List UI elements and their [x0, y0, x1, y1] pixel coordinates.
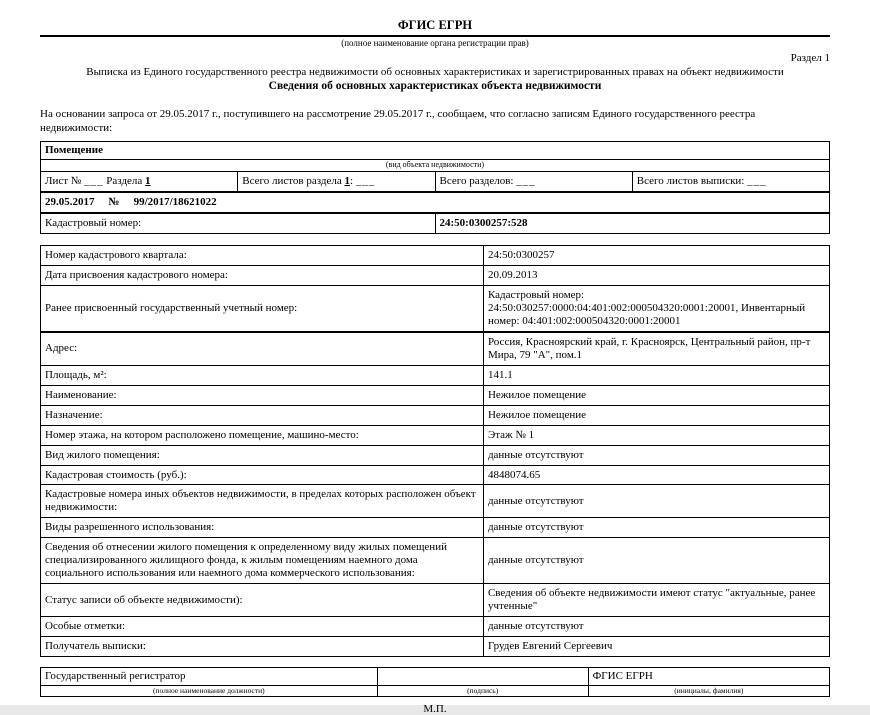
registrar-name-value: ФГИС ЕГРН: [588, 668, 829, 686]
document-date-row: [41, 192, 830, 213]
sheet-blank: ___: [84, 174, 104, 187]
sheet-section-num: 1: [145, 174, 151, 187]
sheet-section-label: Раздела: [106, 174, 143, 187]
row-value: Россия, Красноярский край, г. Красноярск, Центральный район, пр-т Мира, 79 "А", пом.1: [483, 332, 829, 365]
row-value: данные отсутствуют: [483, 518, 829, 538]
extract-subtitle: Сведения об основных характеристиках объекта недвижимости: [268, 80, 602, 92]
row-value: Этаж № 1: [483, 425, 829, 445]
sheets-total-label: Всего листов раздела: [242, 174, 342, 187]
extract-title: Выписка из Единого государственного реестра недвижимости об основных характеристиках и зарегистрированных правах на объект недвижимости: [86, 66, 784, 78]
row-label: Наименование:: [41, 385, 484, 405]
table-row: [41, 332, 830, 365]
table-row: [41, 445, 830, 465]
row-value: данные отсутствуют: [483, 538, 829, 584]
table-row: [41, 465, 830, 485]
object-type-caption-row: [41, 159, 830, 171]
row-label: Кадастровые номера иных объектов недвижимости, в пределах которых расположен объект недвижимости:: [41, 485, 484, 518]
row-label: Номер этажа, на котором расположено помещение, машино-место:: [41, 425, 484, 445]
row-value: Сведения об объекте недвижимости имеют статус "актуальные, ранее учтенные": [483, 584, 829, 617]
row-value: 24:50:0300257: [483, 245, 829, 265]
sheets-total-num: 1: [344, 174, 350, 187]
footer-table: [40, 667, 830, 697]
sheets-total-blank: ___: [355, 174, 376, 187]
intro-text: На основании запроса от 29.05.2017 г., поступившего на рассмотрение 29.05.2017 г., сообщаем, что согласно записям Единого государственного реестра недвижимости:: [40, 108, 756, 134]
registrar-label: Государственный регистратор: [41, 668, 378, 686]
table-row: [41, 365, 830, 385]
table-row: [41, 265, 830, 285]
sheet-counters-row: [41, 171, 830, 191]
section-label: Раздел 1: [790, 52, 830, 64]
row-label: Вид жилого помещения:: [41, 445, 484, 465]
sections-total-blank: ___: [516, 174, 536, 187]
sheets-total-cell: [238, 171, 435, 191]
extract-total-cell: [632, 171, 829, 191]
row-label: Дата присвоения кадастрового номера:: [41, 265, 484, 285]
cadastral-number-row: [41, 213, 830, 233]
document-date-cell: [41, 192, 830, 213]
table-row: [41, 637, 830, 657]
row-value: 20.09.2013: [483, 265, 829, 285]
row-label: Виды разрешенного использования:: [41, 518, 484, 538]
name-caption: (инициалы, фамилия): [588, 686, 829, 697]
table-row: [41, 584, 830, 617]
row-label: Особые отметки:: [41, 617, 484, 637]
row-value: 141.1: [483, 365, 829, 385]
row-label: Назначение:: [41, 405, 484, 425]
object-type-row: [41, 142, 830, 160]
row-label: Ранее присвоенный государственный учетный номер:: [41, 285, 484, 331]
object-type-value: Помещение: [41, 142, 830, 160]
sheet-label: Лист №: [45, 174, 82, 187]
signature-caption: (подпись): [377, 686, 588, 697]
object-type-caption: (вид объекта недвижимости): [41, 159, 830, 171]
org-name: ФГИС ЕГРН: [397, 18, 473, 32]
row-label: Номер кадастрового квартала:: [41, 245, 484, 265]
row-value: Грудев Евгений Сергеевич: [483, 637, 829, 657]
sheet-number-cell: [41, 171, 238, 191]
row-value: Нежилое помещение: [483, 385, 829, 405]
extract-total-label: Всего листов выписки:: [636, 174, 745, 187]
org-name-caption: (полное наименование органа регистрации прав): [341, 38, 529, 48]
row-label: Статус записи об объекте недвижимости):: [41, 584, 484, 617]
row-value: данные отсутствуют: [483, 485, 829, 518]
table-row: [41, 518, 830, 538]
sheets-total-colon: :: [349, 174, 354, 187]
registrar-caption: (полное наименование должности): [41, 686, 378, 697]
table-row: [41, 285, 830, 331]
row-value: Нежилое помещение: [483, 405, 829, 425]
row-value: данные отсутствуют: [483, 445, 829, 465]
table-row: [41, 425, 830, 445]
signature-cell: [377, 668, 588, 686]
sections-total-label: Всего разделов:: [439, 174, 514, 187]
extract-total-blank: ___: [747, 174, 767, 187]
table-row: [41, 538, 830, 584]
row-label: Сведения об отнесении жилого помещения к определенному виду жилых помещений специализированного жилищного фонда, к жилым помещениям наемного дома социального использования или наемного дома коммерческого использования:: [41, 538, 484, 584]
document-date: 29.05.2017: [45, 195, 95, 208]
document-number: 99/2017/18621022: [133, 195, 217, 208]
row-value: 4848074.65: [483, 465, 829, 485]
row-value: Кадастровый номер: 24:50:030257:0000:04:401:002:000504320:0001:20001, Инвентарный номер: 04:401:002:000504320:0001:20001: [483, 285, 829, 331]
row-label: Адрес:: [41, 332, 484, 365]
table-row: [41, 617, 830, 637]
table-row: [41, 385, 830, 405]
object-type-table: [40, 141, 830, 234]
footer-captions-row: [41, 686, 830, 697]
document-number-sign: №: [108, 195, 120, 208]
table-row: [41, 405, 830, 425]
row-label: Получатель выписки:: [41, 637, 484, 657]
row-value: данные отсутствуют: [483, 617, 829, 637]
row-label: Кадастровая стоимость (руб.):: [41, 465, 484, 485]
sections-total-cell: [435, 171, 632, 191]
main-table: [40, 245, 830, 657]
row-label: Площадь, м²:: [41, 365, 484, 385]
cadastral-number-value: 24:50:0300257:528: [435, 213, 830, 233]
table-row: [41, 245, 830, 265]
table-row: [41, 485, 830, 518]
cadastral-number-label: Кадастровый номер:: [41, 213, 436, 233]
stamp-placeholder: М.П.: [423, 703, 447, 715]
footer-values-row: [41, 668, 830, 686]
